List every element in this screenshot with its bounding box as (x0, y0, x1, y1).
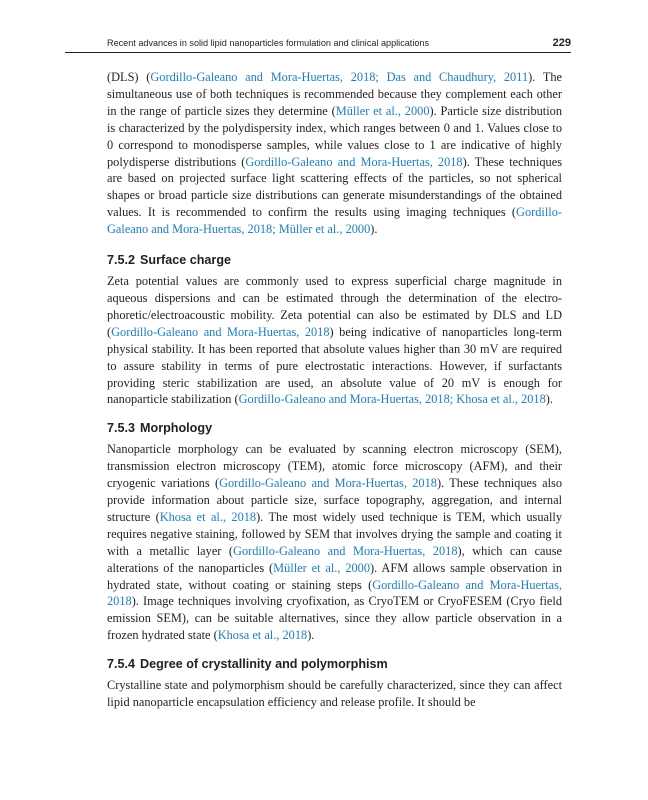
text-run: ). (307, 628, 315, 643)
citation-link[interactable]: Gordillo-Galeano and Mora-Huertas, 2018; Das and Chaudhury, 2011 (150, 70, 529, 84)
section-heading-morphology (107, 420, 562, 436)
citation-link[interactable]: Müller et al., 2000 (335, 103, 430, 118)
text-run: ). Particle size distribution is characterized by the polydispersity index, which ranges between 0 and 1. Values close to 0 correspond to monodisperse samples, while values close to 1 are indicative of highly polydisperse distributions ( (107, 103, 562, 169)
text-run: ). Image techniques involving cryofixation, as CryoTEM or CryoFESEM (Cryo field emission SEM), can be suitable alternatives, since they allow particle observation in a frozen hydrated state ( (107, 594, 562, 643)
text-run: Crystalline state and polymorphism should be carefully characterized, since they can affect lipid nanoparticle encapsulation efficiency and release profile. It should be (107, 678, 562, 710)
section-title: Morphology (140, 421, 213, 436)
running-title: Recent advances in solid lipid nanoparticles formulation and clinical applications (107, 38, 430, 48)
text-run: ). The simultaneous use of both techniques is recommended because they complement each other in the range of particle sizes they determine ( (107, 70, 563, 118)
text-run: (DLS) ( (107, 70, 151, 84)
citation-link[interactable]: Gordillo-Galeano and Mora-Huertas, 2018 (219, 476, 437, 491)
text-run: ). (545, 392, 553, 407)
section-number: 7.5.4 (107, 657, 136, 672)
text-run: Nanoparticle morphology can be evaluated by scanning electron microscopy (SEM), transmission electron microscopy (TEM), atomic force microscopy (AFM), and their cryogenic variations ( (107, 442, 562, 491)
paragraph-crystallinity (107, 677, 562, 711)
text-run: ) being indicative of nanoparticles long-term physical stability. It has been reported that absolute values higher than 30 mV are required to assure stability in terms of pure electrostatic interactions. However, if surfactants providing steric stabilization are used, an absolute value of 20 mV is enough for nanoparticle stabilization ( (107, 324, 562, 407)
section-heading-surface-charge (107, 252, 562, 268)
paragraph-particle-size (107, 69, 562, 238)
citation-link[interactable]: Gordillo-Galeano and Mora-Huertas, 2018; Müller et al., 2000 (107, 205, 562, 237)
section-title: Degree of crystallinity and polymorphism (140, 657, 388, 672)
text-run: ). (370, 222, 378, 237)
section-title: Surface charge (140, 253, 232, 268)
citation-link[interactable]: Gordillo-Galeano and Mora-Huertas, 2018 (107, 577, 562, 609)
text-run: Zeta potential values are commonly used to express superficial charge magnitude in aqueous dispersions and can be estimated through the determination of the electrophoretic/electroacoustic mobility. Zeta potential can also be estimated by DLS and LD ( (107, 274, 562, 339)
section-heading-crystallinity (107, 656, 562, 672)
citation-link[interactable]: Gordillo-Galeano and Mora-Huertas, 2018; Khosa et al., 2018 (238, 392, 546, 407)
page-number: 229 (552, 37, 571, 49)
text-run: ). The most widely used technique is TEM, which usually requires negative staining, followed by SEM that involves drying the sample and coating it with a metallic layer ( (107, 509, 563, 558)
paragraph-morphology (107, 441, 562, 644)
header-rule (65, 52, 571, 53)
citation-link[interactable]: Khosa et al., 2018 (217, 628, 308, 643)
section-number: 7.5.2 (107, 253, 136, 268)
paragraph-surface-charge (107, 273, 562, 408)
text-run: ). AFM allows sample observation in hydrated state, without coating or staining steps ( (107, 560, 563, 592)
citation-link[interactable]: Gordillo-Galeano and Mora-Huertas, 2018 (233, 543, 458, 558)
text-run: ). These techniques also provide information about particle size, surface topography, aggregation, and internal structure ( (107, 476, 563, 524)
text-run: ), which can cause alterations of the nanoparticles ( (107, 543, 562, 575)
body-text (107, 69, 562, 711)
citation-link[interactable]: Gordillo-Galeano and Mora-Huertas, 2018 (245, 154, 463, 169)
citation-link[interactable]: Gordillo-Galeano and Mora-Huertas, 2018 (111, 324, 330, 339)
section-number: 7.5.3 (107, 421, 136, 436)
citation-link[interactable]: Müller et al., 2000 (273, 560, 371, 575)
citation-link[interactable]: Khosa et al., 2018 (159, 509, 257, 524)
text-run: ). These techniques are based on projected surface light scattering effects of the particles, so not spherical shapes or broad particle size distributions can generate misunderstandings of the obtained values. It is recommended to confirm the results using imaging techniques ( (107, 154, 563, 220)
